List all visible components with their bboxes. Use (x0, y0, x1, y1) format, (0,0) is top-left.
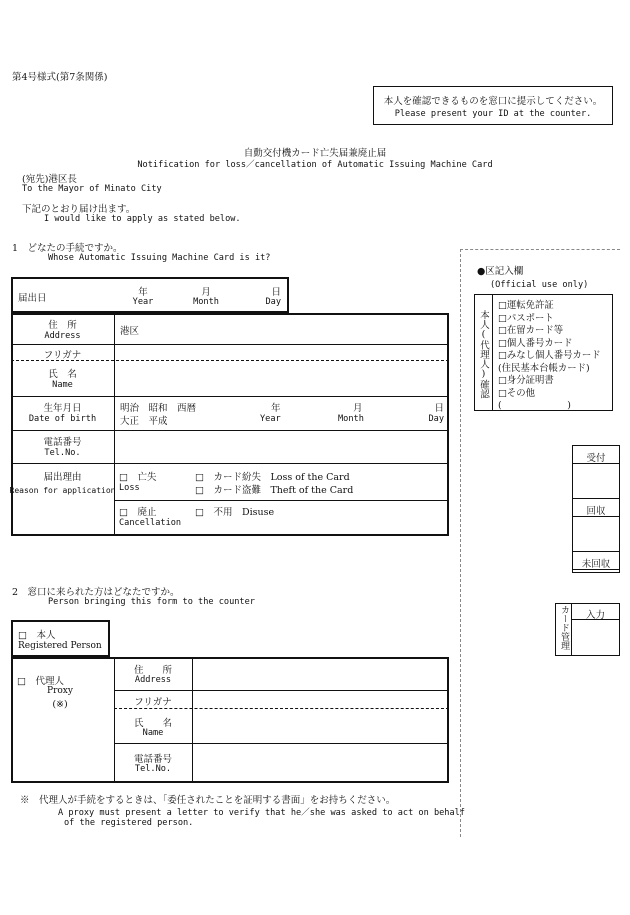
registered-person-ja: □ 本人 (18, 630, 56, 641)
address-field[interactable] (118, 318, 446, 342)
reason-card-theft-checkbox[interactable] (195, 482, 353, 496)
dob-month: 月 (353, 403, 363, 414)
q2-en: Person bringing this form to the counter (48, 597, 255, 607)
id-doc-residence-card[interactable]: □在留カード等 (498, 325, 564, 336)
official-area-top-border (460, 249, 620, 250)
stamp-not-collected-label: 未回収 (581, 559, 611, 570)
furigana-field[interactable] (118, 346, 446, 359)
addressee-en: To the Mayor of Minato City (22, 184, 162, 194)
proxy-name-en: Name (142, 728, 164, 738)
row-divider (11, 430, 449, 431)
phone-label-ja: 電話番号 (43, 437, 82, 448)
date-year-ja: 年 (138, 287, 148, 298)
dob-field[interactable] (118, 398, 446, 428)
proxy-address-ja: 住 所 (133, 665, 172, 676)
proxy-phone-field[interactable] (196, 745, 446, 781)
address-value: 港区 (120, 326, 140, 337)
official-subtitle: (Official use only) (490, 280, 589, 290)
reason-unused-checkbox[interactable]: □ 不用 Disuse (195, 507, 275, 518)
dob-month-en: Month (338, 414, 364, 424)
reason-lost-en: Loss (119, 483, 140, 493)
proxy-address-en: Address (134, 675, 172, 685)
id-notice-ja: 本人を確認できるものを窓口に提示してください。 (383, 96, 603, 107)
official-title: ●区記入欄 (477, 266, 524, 277)
row-divider (114, 500, 449, 501)
submission-date-label: 届出日 (18, 293, 47, 304)
reason-card-theft-label: □ カード盗難 Theft of the Card (195, 485, 354, 496)
dob-year: 年 (271, 403, 281, 414)
id-doc-passport[interactable]: □パスポート (498, 312, 554, 324)
stamp-entered-label: 入力 (585, 610, 605, 621)
q1-ja: 1 どなたの手続ですか。 (12, 243, 123, 254)
dob-eras-row2: 大正 平成 (120, 416, 168, 427)
reason-label-en: Reason for application (9, 486, 116, 495)
q1-en: Whose Automatic Issuing Machine Card is it? (48, 253, 271, 263)
id-doc-other-detail: ( ) (498, 400, 571, 411)
stamp-collected-label: 回収 (586, 506, 606, 517)
dob-day-en: Day (428, 414, 444, 424)
proxy-address-field[interactable] (196, 660, 446, 688)
card-mgmt-label: カード管理 (559, 605, 569, 650)
intro-en: I would like to apply as stated below. (44, 214, 241, 224)
dob-year-en: Year (260, 414, 281, 424)
proxy-row-divider (114, 743, 449, 744)
id-notice-box (373, 86, 613, 125)
proxy-furigana-field[interactable] (196, 692, 446, 706)
footnote-en2: of the registered person. (64, 818, 194, 828)
stamp-received-field[interactable] (574, 465, 618, 496)
proxy-row-divider (114, 690, 449, 691)
id-verification-side-label: 本人(代理人)確認 (478, 310, 489, 399)
q2-ja: 2 窓口に来られた方はどなたですか。 (12, 587, 180, 598)
date-year-en: Year (132, 297, 154, 307)
id-verification-divider (492, 294, 493, 411)
proxy-en: Proxy (47, 686, 73, 696)
proxy-furigana-label: フリガナ (134, 697, 172, 708)
registered-person-checkbox[interactable] (11, 620, 110, 657)
submission-date-field[interactable] (11, 277, 289, 313)
id-doc-individual-number-card[interactable]: □個人番号カード (498, 337, 573, 349)
proxy-name-ja: 氏 名 (133, 718, 172, 729)
phone-label-en: Tel.No. (44, 448, 81, 458)
dob-day: 日 (434, 403, 444, 414)
dob-eras-row1: 明治 昭和 西暦 (120, 403, 197, 414)
date-month-en: Month (193, 297, 219, 307)
stamp-divider (572, 551, 620, 552)
row-divider (11, 396, 449, 397)
id-notice-en: Please present your ID at the counter. (394, 109, 592, 119)
date-day-ja: 日 (271, 287, 281, 298)
phone-field[interactable] (118, 432, 446, 461)
id-doc-basic-register-card: (住民基本台帳カード) (498, 362, 590, 374)
reason-abolish-checkbox[interactable]: □ 廃止 (119, 507, 157, 518)
dob-label-ja: 生年月日 (43, 403, 82, 414)
reason-card-lost-checkbox[interactable] (195, 469, 350, 483)
dob-label-en: Date of birth (28, 414, 97, 424)
id-doc-deemed-number-card[interactable]: □みなし個人番号カード (498, 350, 601, 361)
proxy-phone-en: Tel.No. (134, 764, 172, 774)
reason-card-lost-label: □ カード紛失 Loss of the Card (195, 472, 350, 483)
title-ja: 自動交付機カード亡失届兼廃止届 (243, 148, 387, 159)
title-en: Notification for loss／cancellation of Automatic Issuing Machine Card (137, 160, 493, 170)
date-day-en: Day (265, 297, 281, 307)
proxy-checkbox[interactable]: □ 代理人 (17, 676, 64, 687)
row-divider (11, 463, 449, 464)
name-label-en: Name (52, 380, 73, 390)
id-doc-id-certificate[interactable]: □身分証明書 (498, 375, 554, 386)
name-field[interactable] (118, 362, 446, 394)
id-doc-drivers-license[interactable]: □運転免許証 (498, 300, 554, 311)
proxy-phone-ja: 電話番号 (133, 754, 172, 765)
reason-lost-checkbox[interactable]: □ 亡失 (119, 472, 157, 483)
proxy-name-field[interactable] (196, 710, 446, 741)
proxy-mark: (※) (52, 699, 68, 710)
registered-person-en: Registered Person (18, 641, 102, 651)
footnote-en1: A proxy must present a letter to verify that he／she was asked to act on behalf (58, 808, 465, 818)
id-doc-other[interactable]: □その他 (498, 387, 535, 399)
applicant-col-divider (114, 313, 115, 536)
proxy-col-divider (192, 657, 193, 783)
stamp-divider (572, 498, 620, 499)
stamp-collected-field[interactable] (574, 518, 618, 549)
footnote-ja: ※ 代理人が手続をするときは、「委任されたことを証明する書面」をお持ちください。 (20, 795, 396, 806)
address-label-en: Address (44, 331, 81, 341)
address-label-ja: 住 所 (48, 320, 77, 331)
stamp-received-label: 受付 (586, 453, 606, 464)
date-month-ja: 月 (201, 287, 211, 298)
addressee-ja: (宛先)港区長 (22, 174, 77, 185)
form-number: 第4号様式(第7条関係) (12, 72, 108, 83)
intro-ja: 下記のとおり届け出ます。 (22, 204, 136, 215)
stamp-entered-field[interactable] (573, 621, 618, 654)
furigana-label: フリガナ (43, 350, 82, 361)
reason-label-ja: 届出理由 (43, 472, 82, 483)
id-document-list (498, 300, 601, 413)
official-area-left-border (460, 249, 461, 837)
row-divider (11, 344, 449, 345)
name-label-ja: 氏 名 (48, 369, 77, 380)
reason-abolish-en: Cancellation (119, 518, 182, 528)
proxy-row-divider-dashed (114, 708, 449, 709)
